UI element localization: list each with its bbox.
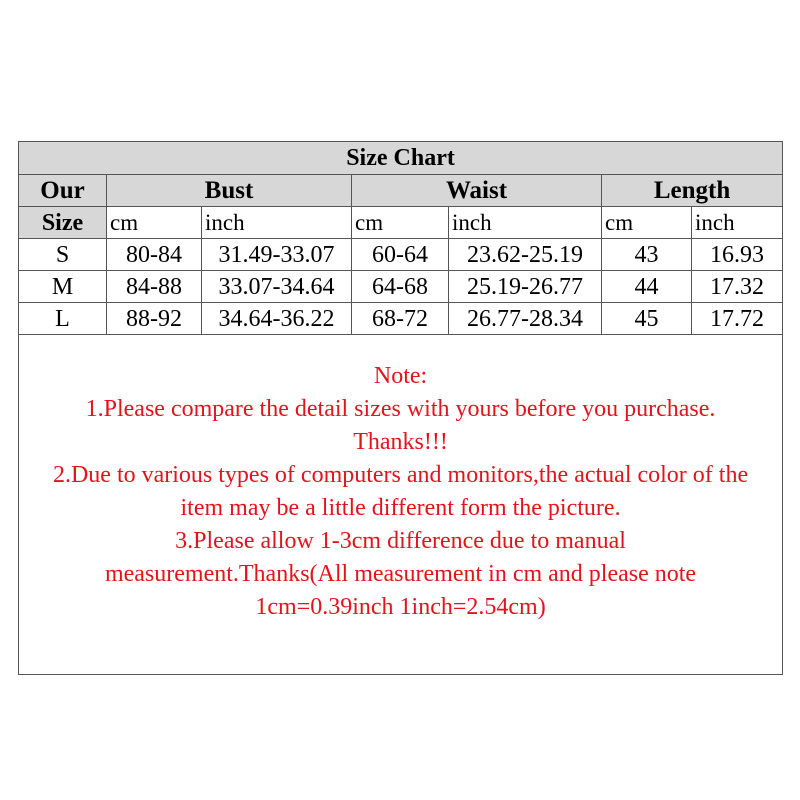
note-line: measurement.Thanks(All measurement in cm and please note bbox=[104, 561, 697, 587]
group-header-length: Length bbox=[602, 175, 783, 207]
note-line: 3.Please allow 1-3cm difference due to manual bbox=[175, 528, 626, 554]
note-line: 2.Due to various types of computers and monitors,the actual color of the bbox=[52, 462, 749, 488]
unit-waist-cm: cm bbox=[352, 207, 449, 239]
unit-bust-inch: inch bbox=[202, 207, 352, 239]
size-header-our: Our bbox=[19, 175, 107, 207]
unit-waist-inch: inch bbox=[449, 207, 602, 239]
note-line: 1.Please compare the detail sizes with yours before you purchase. bbox=[85, 396, 716, 422]
length-inch-cell: 16.93 bbox=[692, 239, 783, 271]
note-line: item may be a little different form the picture. bbox=[180, 495, 621, 521]
waist-inch-cell: 25.19-26.77 bbox=[449, 271, 602, 303]
size-cell: S bbox=[19, 239, 107, 271]
table-row bbox=[19, 303, 783, 335]
waist-cm-cell: 64-68 bbox=[352, 271, 449, 303]
unit-length-inch: inch bbox=[692, 207, 783, 239]
size-cell: L bbox=[19, 303, 107, 335]
unit-length-cm: cm bbox=[602, 207, 692, 239]
bust-cm-cell: 84-88 bbox=[107, 271, 202, 303]
waist-inch-cell: 26.77-28.34 bbox=[449, 303, 602, 335]
bust-inch-cell: 34.64-36.22 bbox=[202, 303, 352, 335]
bust-cm-cell: 88-92 bbox=[107, 303, 202, 335]
note-heading: Note: bbox=[373, 363, 428, 389]
chart-title: Size Chart bbox=[19, 142, 783, 175]
group-header-waist: Waist bbox=[352, 175, 602, 207]
size-cell: M bbox=[19, 271, 107, 303]
waist-cm-cell: 60-64 bbox=[352, 239, 449, 271]
notes-cell bbox=[19, 335, 783, 675]
table-row bbox=[19, 271, 783, 303]
bust-inch-cell: 33.07-34.64 bbox=[202, 271, 352, 303]
bust-cm-cell: 80-84 bbox=[107, 239, 202, 271]
length-inch-cell: 17.32 bbox=[692, 271, 783, 303]
length-cm-cell: 44 bbox=[602, 271, 692, 303]
unit-bust-cm: cm bbox=[107, 207, 202, 239]
length-inch-cell: 17.72 bbox=[692, 303, 783, 335]
waist-cm-cell: 68-72 bbox=[352, 303, 449, 335]
length-cm-cell: 45 bbox=[602, 303, 692, 335]
waist-inch-cell: 23.62-25.19 bbox=[449, 239, 602, 271]
length-cm-cell: 43 bbox=[602, 239, 692, 271]
table-row bbox=[19, 239, 783, 271]
bust-inch-cell: 31.49-33.07 bbox=[202, 239, 352, 271]
note-line: Thanks!!! bbox=[353, 429, 448, 455]
note-line: 1cm=0.39inch 1inch=2.54cm) bbox=[255, 594, 546, 620]
group-header-bust: Bust bbox=[107, 175, 352, 207]
size-chart-table bbox=[18, 141, 783, 675]
size-header-size: Size bbox=[19, 207, 107, 239]
